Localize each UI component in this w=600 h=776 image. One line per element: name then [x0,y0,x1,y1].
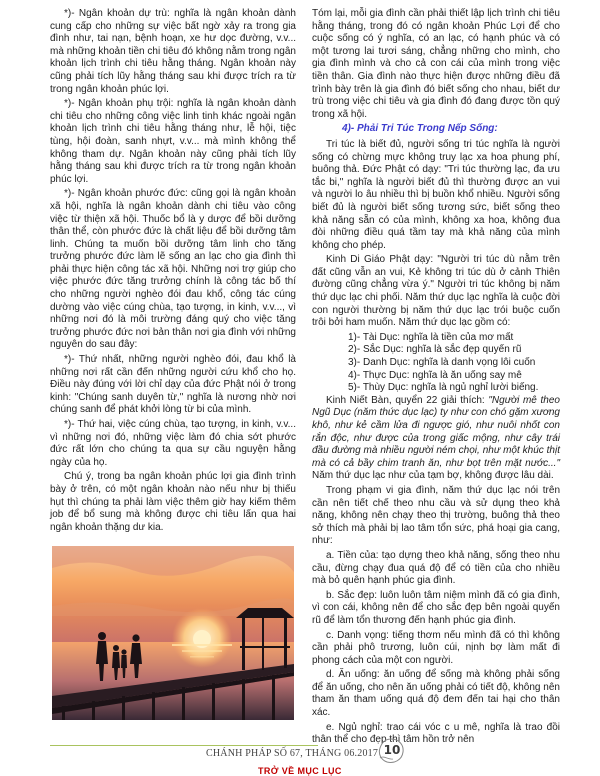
kinh-niet-ban-lead: Kinh Niết Bàn, quyển 22 giải thích: [326,394,489,406]
paragraph-ngu-nghi: e. Ngủ nghỉ: trao cái vóc c u mê, nghĩa là trao đồi thân thể cho đẹp thì tâm hồn trở nên [312,721,560,746]
left-text-column [50,8,296,536]
kinh-niet-ban-tail: Năm thứ dục lạc như của tạm bợ, không được lâu dài. [312,470,554,482]
section-heading-tri-tuc: 4)- Phải Tri Túc Trong Nếp Sống: [342,123,498,135]
paragraph-tom-lai: Tóm lại, mỗi gia đình cần phải thiết lập lịch trình chi tiêu hằng tháng, trong đó có ngân khoản Phúc Lợi để cho cuộc sống có ý nghĩa, có an lạc, có hạnh phúc và có một tương lai tươi sáng, chẳng những cho mình, cho gia đình mình và cho cả con cái của mình trong việc tiền thân. Gia đình nào thực hiện được những điều đã trình bày trên là gia đình đó biết sống cho nhau, biết dư trù trong việc chi tiêu và gia đình đó đang được tồn quý trong xã hội. [312,8,560,120]
paragraph-pham-vi-gia-dinh: Trong phạm vi gia đình, năm thứ dục lạc nói trên cần nên tiết chế theo nhu cầu và sử dụng theo khả năng, không nên chạy theo thị trường, buông thả theo sở thích mà phải bị lao tâm tổn sức, phá hoại gia cang, như: [312,484,560,547]
list-item-sac-duc: 2)- Sắc Dục: nghĩa là sắc đẹp quyến rũ [348,344,522,356]
paragraph-kinh-niet-ban [312,395,560,483]
list-item-thuy-duc: 5)- Thùy Dục: nghĩa là ngủ nghỉ lười biếng. [348,382,539,394]
list-item-thuc-duc: 4)- Thực Dục: nghĩa là ăn uống say mê [348,369,522,381]
sunset-pier-family-photo [52,546,294,720]
paragraph-kinh-di-giao: Kinh Di Giáo Phật dạy: "Người tri túc dù nằm trên đất cũng vẫn an vui, Kẻ không tri túc dù ở cảnh Thiên đường cũng chẳng vừa ý." Người tri túc không bị năm thứ dục lạc chi phối. Năm thứ dục lạc nghĩa là cuộc đời con người thường bị năm thứ dục lạc trói buộc cuốn trôi bởi ham muốn. Năm thứ dục lạc gồm có: [312,254,560,329]
kinh-niet-ban-quote: "Người mê theo Ngũ Dục (năm thức dục lạc) ty như con chó gặm xương khô, như kẻ cầm lửa đi ngược gió, như nuôi nhốt con rắn độc, như được của trong giấc mộng, như cây trái đầu đường mà nhiều người ném chọi, như một khúc thịt mà có cả bầy chim tranh ăn, như bọt trên mặt nước..." [312,394,560,469]
page-number-badge [376,736,404,764]
photo-illustration [52,546,294,720]
paragraph-tien-cua: a. Tiền của: tạo dựng theo khả năng, sống theo nhu cầu, đừng chạy đua quá độ để có tiền của cho nhiều mà bỏ quên hạnh phúc gia đình. [312,549,560,587]
footer-rule [50,745,318,746]
list-item-danh-duc: 3)- Danh Dục: nghĩa là danh vọng lôi cuốn [348,357,536,369]
paragraph-an-uong: d. Ăn uống: ăn uống để sống mà không phải sống để ăn uống, cho nên ăn uống phải có tiết độ, không nên tham ăn tham uống quá độ đem đến tai hại cho thân xác. [312,669,560,719]
paragraph-du-tru: *)- Ngân khoản dự trù: nghĩa là ngân khoản dành cung cấp cho những sự việc bất ngờ xảy ra trong gia đình như, tai nạn, bệnh hoạn, xe hư dọc đường, v.v... mà những khoản tiền chi tiêu đó không nằm trong ngân khoản lịch trình chi tiêu hằng tháng. Ngân khoản này cũng phải tích lũy hằng tháng sau khi được trích ra từ trong ngân khoản phúc lợi. [50,8,296,95]
paragraph-danh-vong: c. Danh vọng: tiếng thơm nếu mình đã có thì không cần phải phô trương, luôn cúi, nịnh bợ làm mất đi phong cách của một con người. [312,629,560,666]
paragraph-phu-troi: *)- Ngân khoản phụ trội: nghĩa là ngân khoản dành chi tiêu cho những công việc linh tinh khác ngoài ngân khoản lịch trình chi tiêu hằng tháng như, lễ hội, tiệc tùng, hội đoàn, sanh nhựt, v.v... mà mình không thể không tham dự. Ngân khoản này cũng phải tích lũy hằng tháng sau khi được trích ra từ trong ngân khoản phúc lợi. [50,98,296,185]
publication-line: CHÁNH PHÁP SỐ 67, THÁNG 06.2017 [206,748,379,759]
paragraph-phuoc-duc: *)- Ngân khoản phước đức: cũng gọi là ngân khoản xã hội, nghĩa là ngân khoản dành chi tiêu vào công việc từ thiện xã hội. Thuốc bổ là y dược để bồi dưỡng thân thể, còn phước đức là chất liệu để bồi dưỡng tâm linh. Chúng ta muốn bồi dưỡng tâm linh cho tăng trưởng phước đức làm lẽ sống an lạc cho gia đình thì phải thực hiện công tác xã hội. Những nơi trợ giúp cho việc phước đức tăng trưởng chính là công tác bố thí cho những người nghèo đói đau khổ, công tác cúng dường vào việc cúng chùa, tạo tượng, in kinh, v.v..., vì những nơi đó là môi trường đáng quý cho việc tăng trưởng phước đức nơi bản thân nơi gia đình với những nguyên do sau đây: [50,188,296,351]
paragraph-thu-hai: *)- Thứ hai, việc cúng chùa, tạo tượng, in kinh, v.v... vì những nơi đó, những việc làm đó chia sớt phước đức rất lớn cho chúng ta qua sự cầu nguyện hằng ngày của họ. [50,419,296,468]
paragraph-chu-y: Chú ý, trong ba ngân khoản phúc lợi gia đình trình bày ở trên, có một ngân khoản nào nếu như bị thiếu hụt thì chúng ta phải làm việc thêm giờ hay kiếm thêm job để bổ sung mà không được chi tiêu lấn qua hai ngân khoản thặng dư kia. [50,471,296,533]
paragraph-sac-dep: b. Sắc đẹp: luôn luôn tâm niệm mình đã có gia đình, vì con cái, không nên để cho sắc đẹp bên ngoài quyến rũ để làm tổn thương đến hạnh phúc gia đình. [312,589,560,626]
right-text-column [312,8,560,749]
page-number: 10 [383,743,401,757]
paragraph-tri-tuc: Tri túc là biết đủ, người sống tri túc nghĩa là người sống có chừng mực không truy lạc xa hoa phung phí, buông thả. Đức Phật có dạy: "Tri túc thường lạc, đa ưu tắc bi," nghĩa là người biết đủ thì thường được an vui và người lo âu nhiều thì bị buồn khổ nhiều. Người sống biết đủ là người biết sống tương sức, biết sống theo khả năng sẵn có của mình, không xa hoa, không đua đòi những điều quá tầm tay mà khả năng của mình không cho phép. [312,138,560,251]
paragraph-thu-nhat: *)- Thứ nhất, những người nghèo đói, đau khổ là những nơi rất cần đến những người cứu khổ cho họ. Điều này đúng với lời chỉ dạy của đức Phật nói ở trong kinh: "Chúng sanh duyên từ," nghĩa là nương nhờ nơi chúng sanh để phát khởi lòng từ bi của mình. [50,354,296,416]
back-to-contents-link[interactable]: TRỞ VỀ MỤC LỤC [258,766,342,776]
page-footer [0,728,600,776]
list-item-tai-duc: 1)- Tài Dục: nghĩa là tiền của mơ mất [348,331,514,343]
